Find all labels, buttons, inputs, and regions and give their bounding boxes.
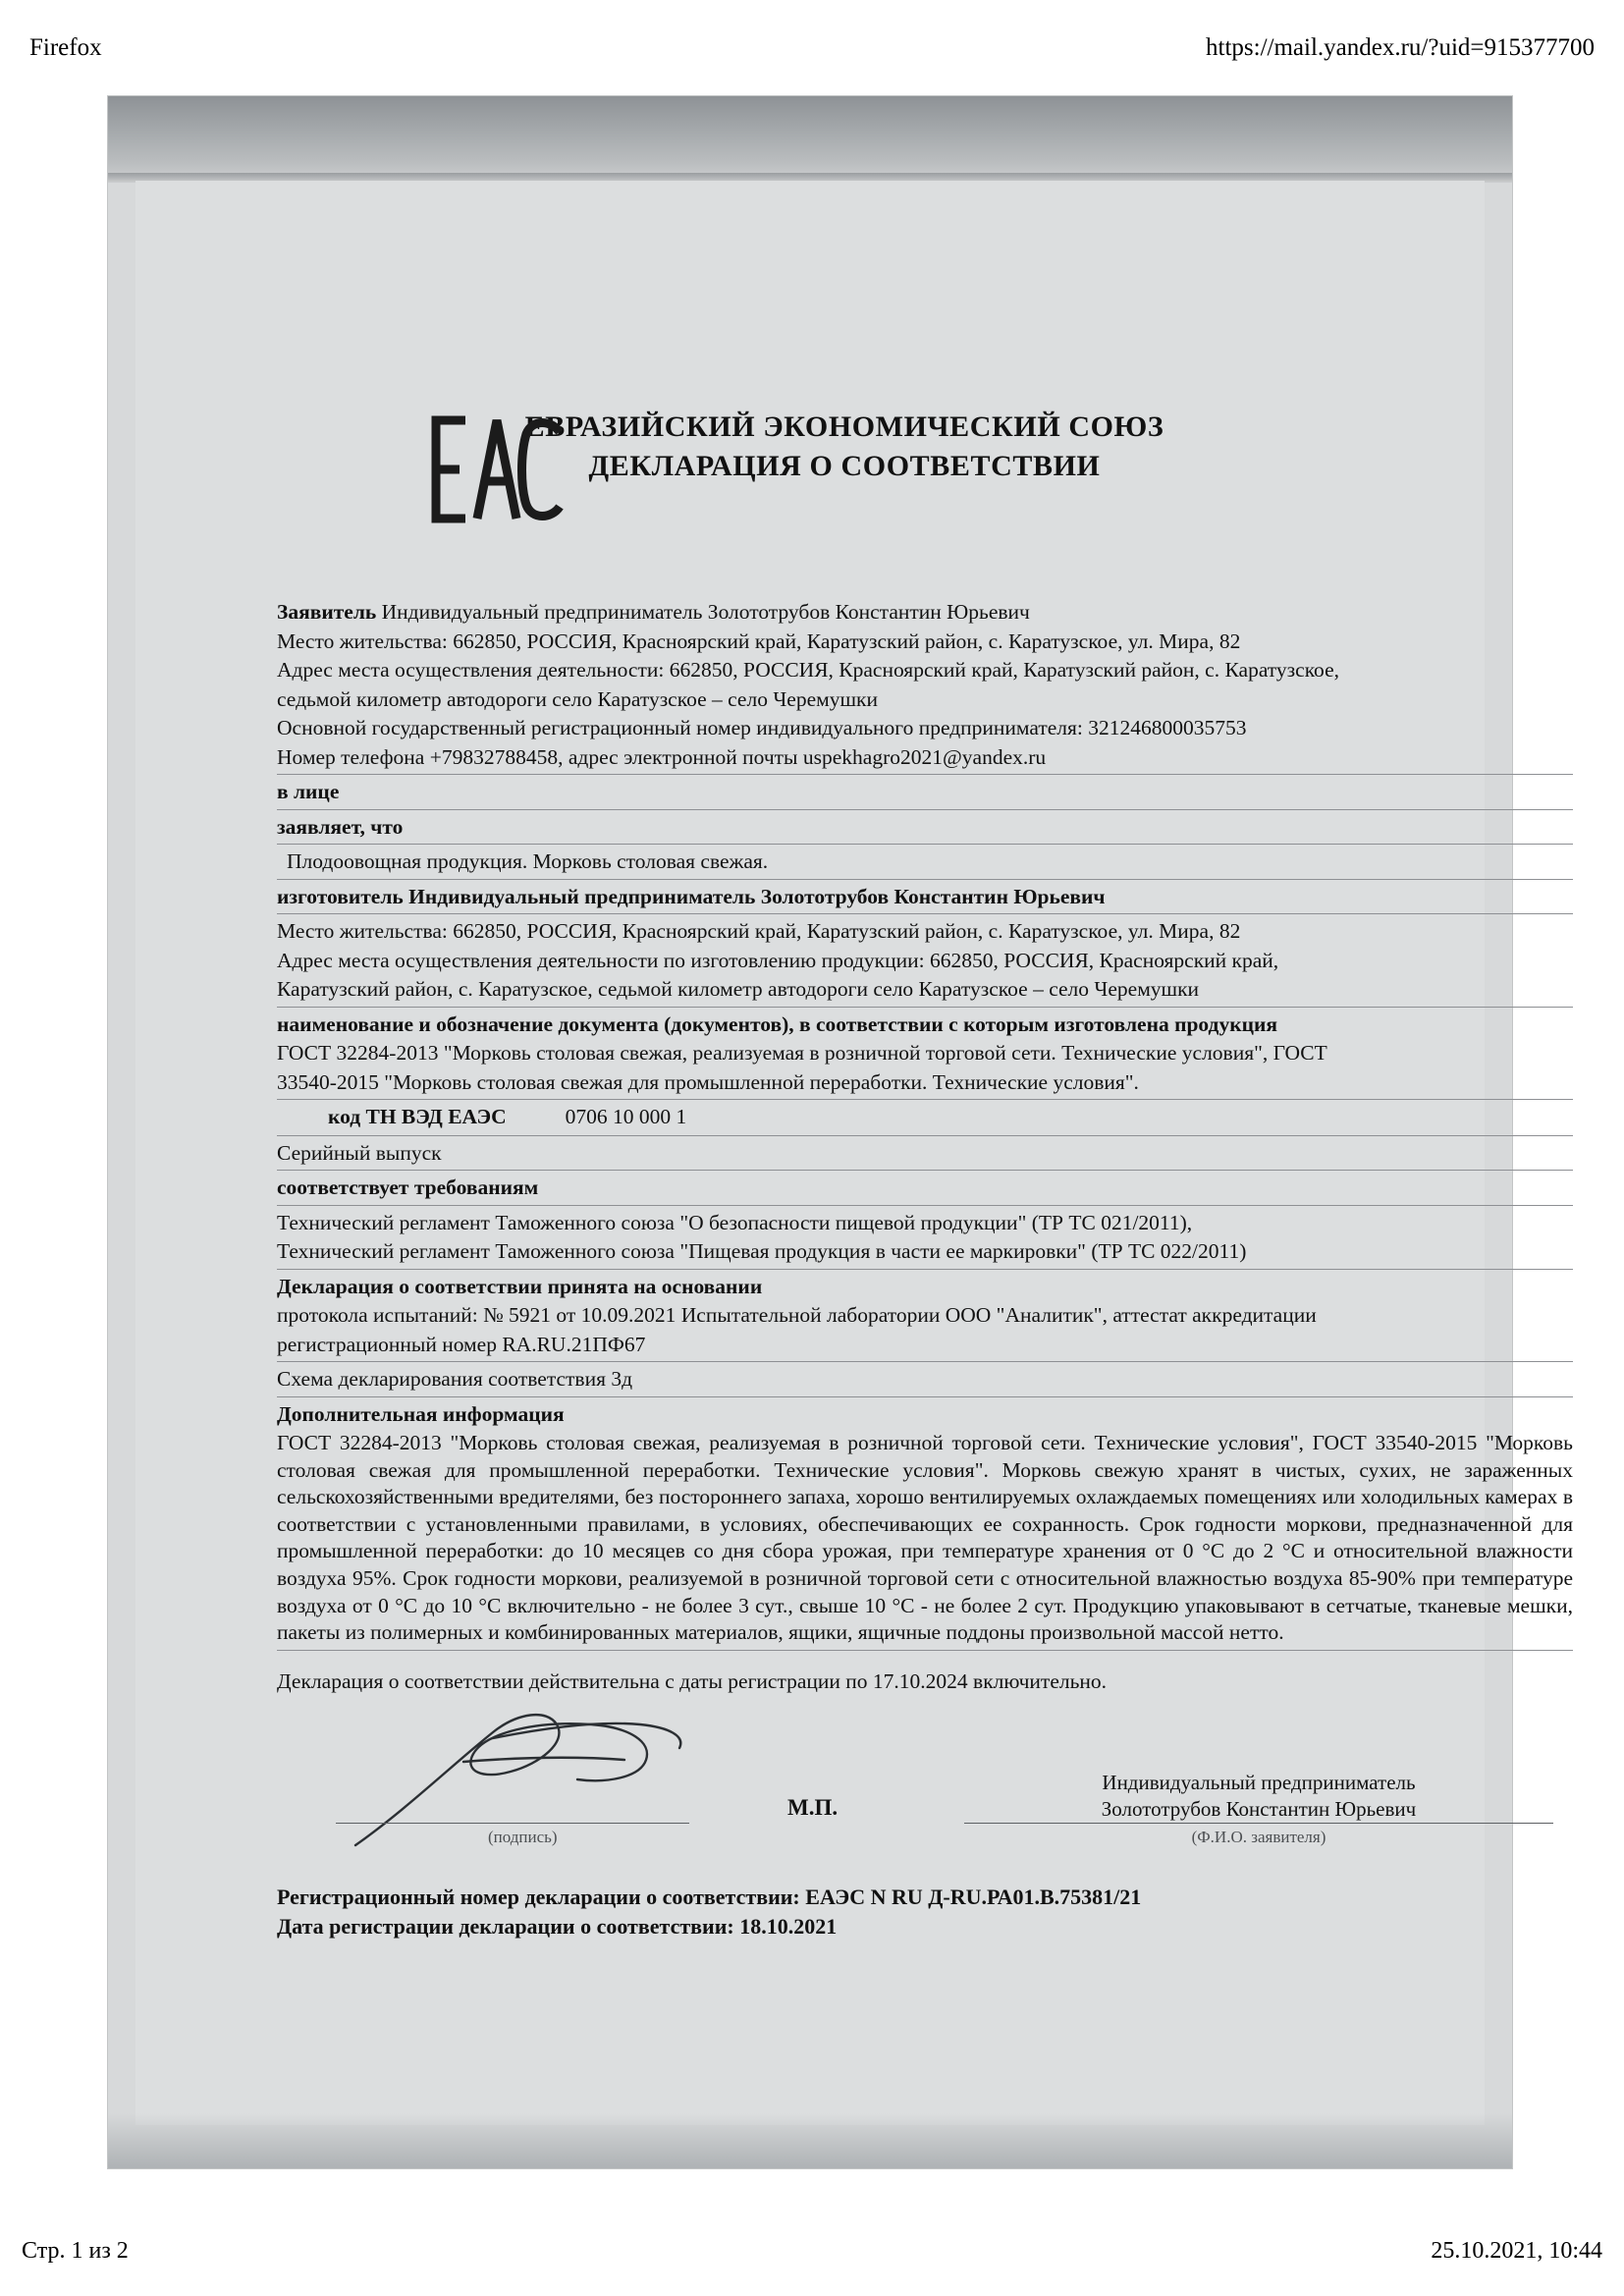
- stamp-place-label: М.П.: [787, 1795, 839, 1821]
- registration-block: [277, 1884, 1573, 1941]
- applicant-residence: Место жительства: 662850, РОССИЯ, Красноярский край, Каратузский район, с. Каратузское, ул. Мира, 82: [277, 629, 1241, 653]
- registration-number-label: Регистрационный номер декларации о соответствии:: [277, 1885, 800, 1910]
- document-body: [277, 597, 1573, 1941]
- manufacturer-row: [277, 884, 1573, 911]
- divider: [277, 1007, 1573, 1008]
- signer-line: [964, 1823, 1553, 1824]
- signer-role: Индивидуальный предприниматель: [1102, 1771, 1416, 1795]
- registration-date-value: 18.10.2021: [739, 1914, 838, 1940]
- validity-line: Декларация о соответствии действительна с даты регистрации по 17.10.2024 включительно.: [277, 1668, 1108, 1693]
- applicant-label: Заявитель: [277, 600, 377, 624]
- basis-label: Декларация о соответствии принята на основании: [277, 1274, 763, 1298]
- title-line-1: ЕВРАЗИЙСКИЙ ЭКОНОМИЧЕСКИЙ СОЮЗ: [524, 410, 1164, 443]
- signature-caption: (подпись): [488, 1828, 558, 1847]
- registration-number-line: [277, 1884, 1573, 1911]
- registration-number-value: ЕАЭС N RU Д-RU.РА01.В.75381/21: [805, 1885, 1142, 1910]
- divider: [277, 1269, 1573, 1270]
- applicant-contacts: Номер телефона +79832788458, адрес электронной почты uspekhagro2021@yandex.ru: [277, 744, 1047, 769]
- print-header: [0, 0, 1624, 79]
- divider: [277, 1170, 1573, 1171]
- page-indicator: Стр. 1 из 2: [22, 2237, 129, 2264]
- declaration-document: [255, 410, 1581, 1940]
- conformity-line2: Технический регламент Таможенного союза "Пищевая продукция в части ее маркировки" (ТР ТС 022/2011): [277, 1239, 1247, 1264]
- applicant-ogrnip: Основной государственный регистрационный номер индивидуального предпринимателя: 321246800035753: [277, 716, 1247, 740]
- eac-mark-icon: [422, 410, 569, 528]
- divider: [277, 809, 1573, 810]
- document-basis-line2: 33540-2015 "Морковь столовая свежая для промышленной переработки. Технические условия".: [277, 1069, 1139, 1094]
- additional-info-label: Дополнительная информация: [277, 1401, 565, 1426]
- print-timestamp: 25.10.2021, 10:44: [1431, 2237, 1602, 2264]
- signer-info: [964, 1770, 1553, 1823]
- browser-name: Firefox: [29, 34, 102, 61]
- applicant-value: Индивидуальный предприниматель Золототрубов Константин Юрьевич: [381, 600, 1030, 624]
- basis-line2: регистрационный номер RA.RU.21ПФ67: [277, 1332, 646, 1356]
- serial-output: Серийный выпуск: [277, 1140, 442, 1165]
- divider: [277, 1361, 1573, 1362]
- signer-caption: (Ф.И.О. заявителя): [1191, 1828, 1326, 1847]
- registration-date-label: Дата регистрации декларации о соответствии:: [277, 1914, 734, 1940]
- divider: [277, 774, 1573, 775]
- conformity-line1: Технический регламент Таможенного союза "О безопасности пищевой продукции" (ТР ТС 021/2011),: [277, 1210, 1193, 1234]
- divider: [277, 1135, 1573, 1136]
- in-person-label: в лице: [277, 780, 340, 804]
- scan-top-edge: [108, 96, 1512, 183]
- registration-date-line: [277, 1913, 1573, 1941]
- tnved-label: код ТН ВЭД ЕАЭС: [328, 1105, 507, 1129]
- scan-bottom-edge: [108, 2113, 1512, 2168]
- basis-line1: протокола испытаний: № 5921 от 10.09.2021 Испытательной лаборатории ООО "Аналитик", аттестат аккредитации: [277, 1303, 1317, 1328]
- divider: [277, 1650, 1573, 1651]
- applicant-row: [277, 599, 1573, 627]
- print-footer: [0, 2227, 1624, 2296]
- page-url: https://mail.yandex.ru/?uid=915377700: [1206, 34, 1595, 61]
- manufacturer-value: Индивидуальный предприниматель Золототрубов Константин Юрьевич: [408, 884, 1106, 908]
- document-basis-line1: ГОСТ 32284-2013 "Морковь столовая свежая, реализуемая в розничной торговой сети. Технические условия", ГОСТ: [277, 1041, 1327, 1066]
- tnved-value: 0706 10 000 1: [565, 1105, 687, 1129]
- additional-info-text: ГОСТ 32284-2013 "Морковь столовая свежая, реализуемая в розничной торговой сети. Технические условия", ГОСТ 33540-2015 "Морковь столовая свежая для промышленной переработки. Технические условия". Морковь свежую хранят в чистых, сухих, не зараженных сельскохозяйственными вредителями, без постороннего запаха, хорошо вентилируемых охлаждаемых помещениях или холодильных камерах в соответствии с установленными правилами, в условиях, обеспечивающих ее сохранность. Срок годности моркови, предназначенной для промышленной переработки: до 10 месяцев со дня сбора урожая, при температуре хранения от 0 °С до 2 °С и относительной влажности воздуха 95%. Срок годности моркови, реализуемой в розничной торговой сети с относительной влажностью воздуха 85-90% при температуре воздуха от 0 °С до 10 °С включительно - не более 3 сут., свыше 10 °С - не более 2 сут. Продукцию упаковывают в сетчатые, тканевые мешки, пакеты из полимерных и комбинированных материалов, ящики, ящичные поддоны произвольной массой нетто.: [277, 1431, 1573, 1645]
- manufacturer-label: изготовитель: [277, 884, 404, 908]
- declaration-scheme: Схема декларирования соответствия 3д: [277, 1367, 633, 1392]
- divider: [277, 913, 1573, 914]
- signature-line: [336, 1823, 689, 1824]
- title-line-2: ДЕКЛАРАЦИЯ О СООТВЕТСТВИИ: [588, 450, 1101, 482]
- divider: [277, 1099, 1573, 1100]
- divider: [277, 1205, 1573, 1206]
- document-basis-label: наименование и обозначение документа (документов), в соответствии с которым изготовлена продукция: [277, 1011, 1277, 1036]
- divider: [277, 1396, 1573, 1397]
- conformity-label: соответствует требованиям: [277, 1175, 539, 1200]
- product-name: Плодоовощная продукция. Морковь столовая свежая.: [287, 849, 769, 874]
- scanned-document-image: [108, 96, 1573, 2168]
- declares-label: заявляет, что: [277, 814, 404, 839]
- manufacturer-residence: Место жительства: 662850, РОССИЯ, Красноярский край, Каратузский район, с. Каратузское, ул. Мира, 82: [277, 919, 1241, 944]
- applicant-activity-address-line2: седьмой километр автодороги село Каратузское – село Черемушки: [277, 686, 879, 711]
- tnved-row: [277, 1104, 1573, 1131]
- divider: [277, 879, 1573, 880]
- manufacturer-production-address-line2: Каратузский район, с. Каратузское, седьмой километр автодороги село Каратузское – село Черемушки: [277, 977, 1200, 1002]
- signer-name: Золототрубов Константин Юрьевич: [1101, 1796, 1417, 1821]
- applicant-activity-address-line1: Адрес места осуществления деятельности: 662850, РОССИЯ, Красноярский край, Каратузский район, с. Каратузское,: [277, 658, 1339, 683]
- signature-block: [277, 1713, 1573, 1870]
- divider: [277, 844, 1573, 845]
- manufacturer-production-address-line1: Адрес места осуществления деятельности по изготовлению продукции: 662850, РОССИЯ, Красноярский край,: [277, 948, 1279, 972]
